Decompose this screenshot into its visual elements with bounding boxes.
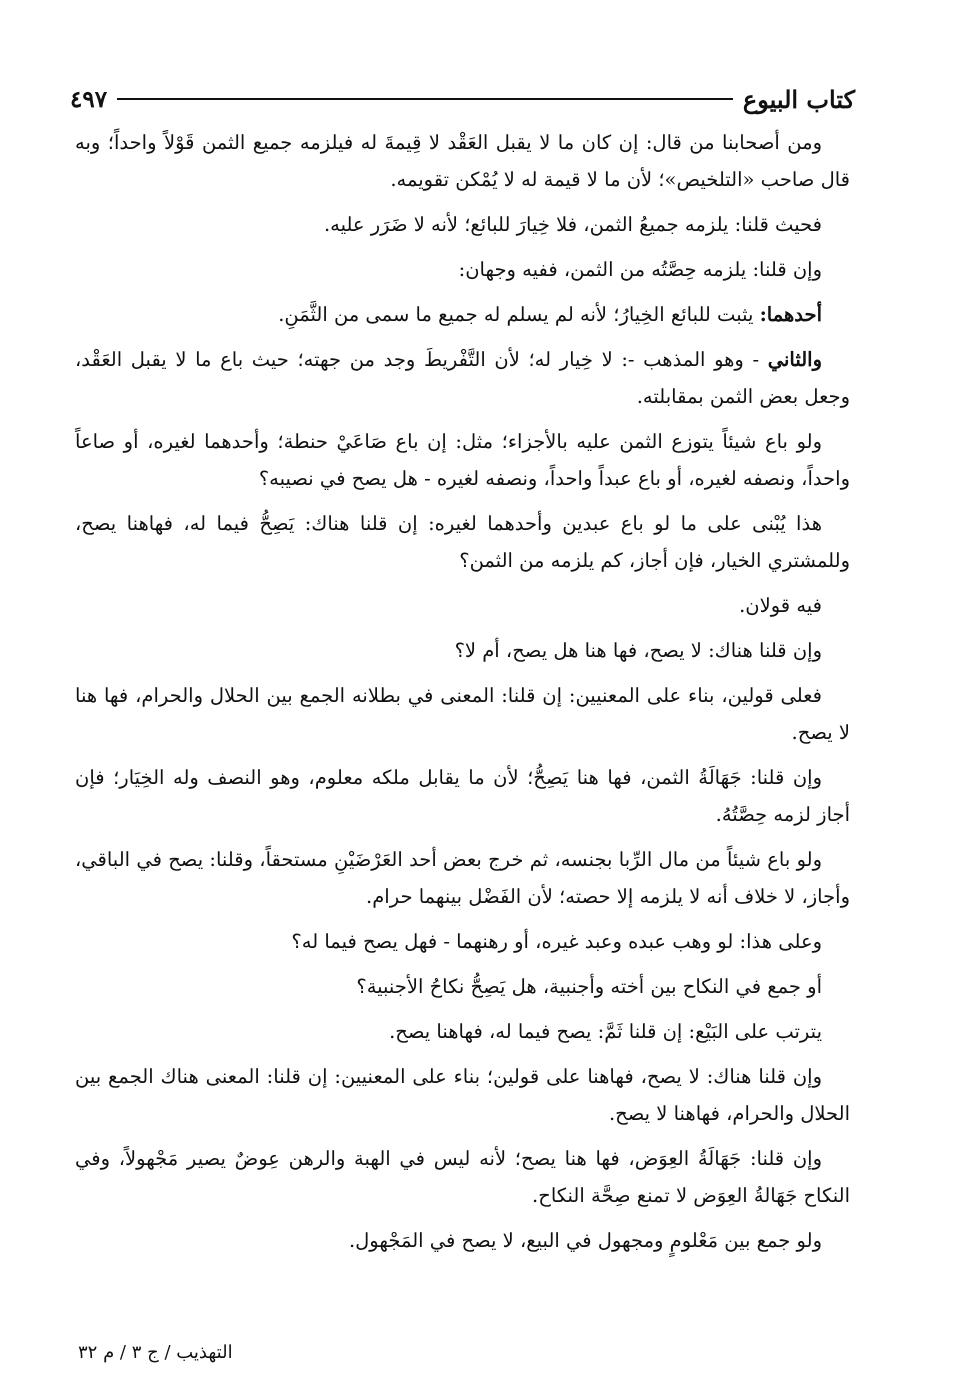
header-rule [117, 98, 733, 100]
paragraph-text: فيه قولان. [739, 594, 822, 617]
paragraph-text: وإن قلنا: جَهَالَةُ الثمن، فها هنا يَصِحُّ؛ لأن ما يقابل ملكه معلوم، وهو النصف وله الخِيَار؛ فإن أجاز لزمه حِصَّتُهُ. [75, 766, 850, 826]
paragraph [75, 1058, 850, 1132]
paragraph [75, 423, 850, 497]
paragraph-text: يثبت للبائع الخِيارُ؛ لأنه لم يسلم له جميع ما سمى من الثَّمَنِ. [278, 303, 760, 326]
paragraph-text: هذا يُبْنى على ما لو باع عبدين وأحدهما لغيره: إن قلنا هناك: يَصِحُّ فيما له، فهاهنا يصح، وللمشتري الخيار، فإن أجاز، كم يلزمه من الثمن؟ [75, 512, 850, 572]
paragraph-text: ولو جمع بين مَعْلومٍ ومجهول في البيع، لا يصح في المَجْهول. [348, 1229, 822, 1252]
paragraph [75, 296, 850, 333]
paragraph-text: فعلى قولين، بناء على المعنيين: إن قلنا: المعنى في بطلانه الجمع بين الحلال والحرام، فها هنا لا يصح. [75, 684, 850, 744]
paragraph [75, 632, 850, 669]
paragraph-lead: والثاني [767, 348, 822, 371]
paragraph-text: يترتب على البَيْع: إن قلنا ثَمَّ: يصح فيما له، فهاهنا يصح. [389, 1020, 822, 1043]
paragraph [75, 587, 850, 624]
paragraph [75, 677, 850, 751]
paragraph-text: وإن قلنا هناك: لا يصح، فهاهنا على قولين؛ بناء على المعنيين: إن قلنا: المعنى هناك الجمع بين الحلال والحرام، فهاهنا لا يصح. [75, 1065, 850, 1125]
paragraph-text: أو جمع في النكاح بين أخته وأجنبية، هل يَصِحُّ نكاحُ الأجنبية؟ [356, 975, 822, 998]
paragraph [75, 341, 850, 415]
paragraph [75, 505, 850, 579]
paragraph [75, 1140, 850, 1214]
paragraph-text: وعلى هذا: لو وهب عبده وعبد غيره، أو رهنهما - فهل يصح فيما له؟ [291, 930, 822, 953]
paragraph-text: - وهو المذهب -: لا خِيار له؛ لأن التَّفْريطَ وجد من جهته؛ حيث باع ما لا يقبل العَقْد، وجعل بعض الثمن بمقابلته. [75, 348, 850, 408]
paragraph [75, 124, 850, 198]
running-header [70, 82, 855, 116]
paragraph-text: وإن قلنا: يلزمه حِصَّتُه من الثمن، ففيه وجهان: [458, 258, 822, 281]
paragraph [75, 968, 850, 1005]
paragraph [75, 841, 850, 915]
paragraph-text: ولو باع شيئاً من مال الرِّبا بجنسه، ثم خرج بعض أحد العَرْضَيْنِ مستحقاً، وقلنا: يصح في الباقي، وأجاز، لا خلاف أنه لا يلزمه إلا حصته؛ لأن الفَضْل بينهما حرام. [75, 848, 850, 908]
paragraph [75, 251, 850, 288]
body-text [75, 124, 850, 1267]
paragraph [75, 923, 850, 960]
paragraph [75, 1222, 850, 1259]
paragraph-text: وإن قلنا: جَهَالَةُ العِوَض، فها هنا يصح؛ لأنه ليس في الهبة والرهن عِوضٌ يصير مَجْهولاً، وفي النكاح جَهَالةُ العِوَض لا تمنع صِحَّة النكاح. [75, 1147, 850, 1207]
paragraph-text: فحيث قلنا: يلزمه جميعُ الثمن، فلا خِيارَ للبائع؛ لأنه لا ضَرَر عليه. [323, 213, 822, 236]
page-number: ٤٩٧ [70, 85, 108, 113]
paragraph-text: ولو باع شيئاً يتوزع الثمن عليه بالأجزاء؛ مثل: إن باع صَاعَيْ حنطة؛ وأحدهما لغيره، أو صاعاً واحداً، ونصفه لغيره، أو باع عبداً واحداً، ونصفه لغيره - هل يصح في نصيبه؟ [75, 430, 850, 490]
chapter-title: كتاب البيوع [742, 84, 855, 114]
paragraph [75, 206, 850, 243]
footer-signature: التهذيب / ج ٣ / م ٣٢ [78, 1342, 233, 1363]
paragraph-text: وإن قلنا هناك: لا يصح، فها هنا هل يصح، أم لا؟ [454, 639, 822, 662]
paragraph-text: ومن أصحابنا من قال: إن كان ما لا يقبل العَقْد لا قِيمةَ له فيلزمه جميع الثمن قَوْلاً واحداً؛ وبه قال صاحب «التلخيص»؛ لأن ما لا قيمة له لا يُمْكن تقويمه. [75, 131, 850, 191]
paragraph [75, 759, 850, 833]
paragraph-lead: أحدهما: [759, 303, 822, 326]
paragraph [75, 1013, 850, 1050]
